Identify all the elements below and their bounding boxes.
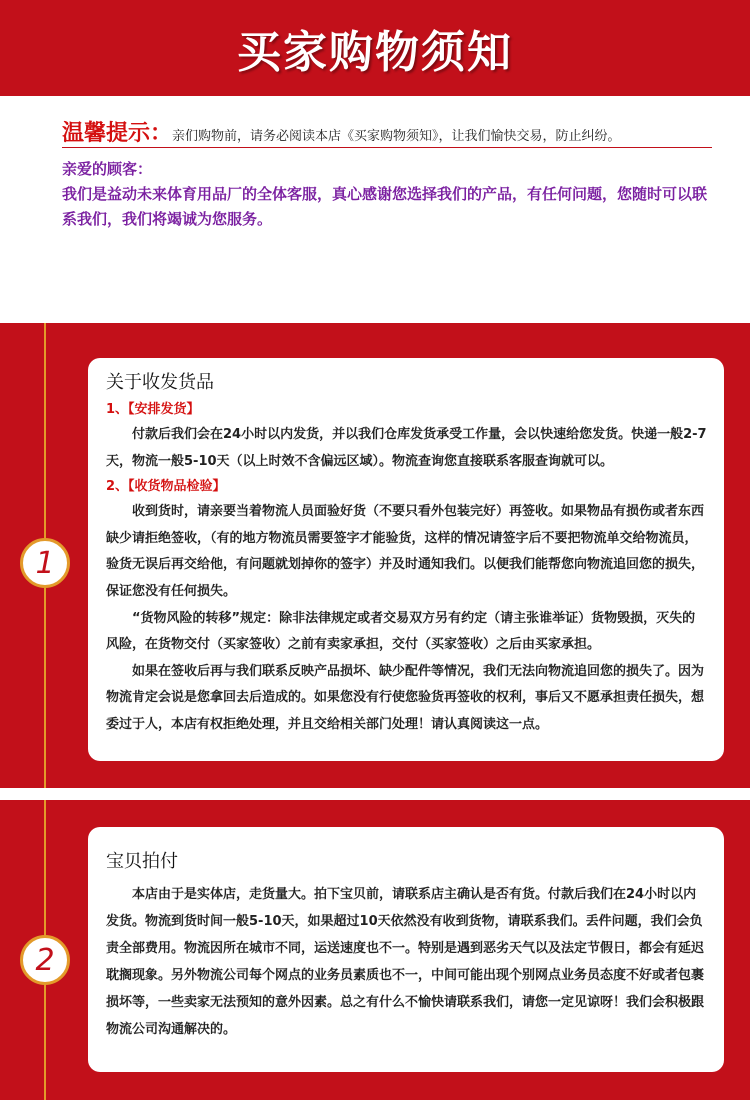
- section-card: [88, 827, 724, 1072]
- subsection-heading-inspection: 2、【收货物品检验】: [106, 479, 226, 495]
- tip-divider: [62, 147, 712, 148]
- paragraph: 如果在签收后再与我们联系反映产品损坏、缺少配件等情况，我们无法向物流追回您的损失了。因为物流肯定会说是您拿回去后造成的。如果您没有行使您验货再签收的权利，事后又不愿承担责任损失，想委过于人，本店有权拒绝处理，并且交给相关部门处理！请认真阅读这一点。: [106, 663, 705, 732]
- greeting-salutation: 亲爱的顾客：: [62, 160, 153, 178]
- paragraph: “货物风险的转移”规定：除非法律规定或者交易双方另有约定（请主张谁举证）货物毁损，灭失的风险，在货物交付（买家签收）之前有卖家承担，交付（买家签收）之后由买家承担。: [106, 610, 696, 653]
- header-banner: [0, 0, 750, 96]
- greeting-body: 我们是益动未来体育用品厂的全体客服，真心感谢您选择我们的产品，有任何问题，您随时可以联系我们，我们将竭诚为您服务。: [62, 185, 708, 228]
- warm-tip-label: 温馨提示：: [62, 121, 173, 146]
- warm-tip: [62, 116, 712, 147]
- section-title: 关于收发货品: [106, 372, 214, 393]
- warm-tip-text: 亲们购物前，请务必阅读本店《买家购物须知》，让我们愉快交易，防止纠纷。: [172, 129, 621, 144]
- section-shipping: [0, 323, 750, 788]
- paragraph: 收到货时，请亲要当着物流人员面验好货（不要只看外包装完好）再签收。如果物品有损伤或者东西缺少请拒绝签收，（有的地方物流员需要签字才能验货，这样的情况请签字后不要把物流单交给物流员，验货无误后再交给他，有问题就划掉你的签字）并及时通知我们。以便我们能帮您向物流追回您的损失，保证您没有任何损失。: [106, 504, 705, 599]
- subsection-heading-shipping: 1、【安排发货】: [106, 402, 200, 417]
- section-number-badge: 2: [20, 935, 70, 985]
- section-payment: [0, 800, 750, 1100]
- section-title: 宝贝拍付: [106, 851, 178, 872]
- section-card: [88, 358, 724, 761]
- greeting-block: [62, 157, 712, 232]
- paragraph: 付款后我们会在24小时以内发货，并以我们仓库发货承受工作量，会以快速给您发货。快递一般2-7天，物流一般5-10天（以上时效不含偏远区域）。物流查询您直接联系客服查询就可以。: [106, 427, 707, 469]
- page-title: 买家购物须知: [237, 27, 513, 78]
- paragraph: 本店由于是实体店，走货量大。拍下宝贝前，请联系店主确认是否有货。付款后我们在24小时以内发货。物流到货时间一般5-10天，如果超过10天依然没有收到货物，请联系我们。丢件问题，我们会负责全部费用。物流因所在城市不同，运送速度也不一。特别是遇到恶劣天气以及法定节假日，都会有延迟耽搁现象。另外物流公司每个网点的业务员素质也不一，中间可能出现个别网点业务员态度不好或者包裹损坏等，一些卖家无法预知的意外因素。总之有什么不愉快请联系我们，请您一定见谅呀！我们会积极跟物流公司沟通解决的。: [106, 887, 705, 1037]
- section-number-badge: 1: [20, 538, 70, 588]
